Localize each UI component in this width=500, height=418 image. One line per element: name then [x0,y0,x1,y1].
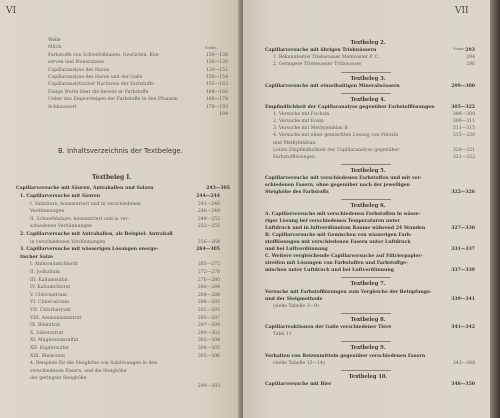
entry-page: 138—139 [205,60,228,66]
entry-page: 297—299 [197,323,220,329]
toc-line [265,268,475,273]
toc-line [273,133,475,138]
entry-page: 321—322 [452,154,475,160]
entry-page: 343—348 [452,360,475,366]
textbeleg-heading: Textbeleg 7. [350,281,386,288]
toc-line [273,126,475,131]
entry-text: und bei Luftverdünnung [265,247,328,252]
entry-page: 305—322 [451,105,475,110]
entry-page: 280—284 [197,285,220,291]
entry-text: Ueber das Emporsteigen der Farbstoffe in den Pflanzen [48,97,178,103]
section-divider [341,93,391,94]
entry-line [30,361,220,366]
section-divider [341,277,391,278]
toc-line [48,38,228,43]
toc-line [48,112,228,117]
toc-line [265,190,475,195]
entry-page: 249—252 [197,216,220,222]
entry-text: Verhalten von Beizenmitteln gegenüber verschiedenen Fasern [265,353,426,359]
entry-page: 178—193 [205,104,228,110]
section-divider [341,341,391,342]
entry-line [30,240,220,245]
toc-line [265,240,475,245]
entry-text: VIII. Ammoniumnitrat [30,315,82,321]
textbeleg-heading: Textbeleg 2. [350,40,386,46]
textbeleg-heading: Textbeleg 10. [348,373,388,380]
entry-text: Letzte Empfindlichkeit der Capillaranalyse gegenüber [273,147,400,153]
entry-text: X. Silbernitrat [30,330,64,336]
entry-line [30,369,220,374]
entry-page: 302—304 [197,338,220,344]
toc-line [265,84,475,89]
entry-text: VI. Chlorcalcium [30,300,70,306]
entry-text: IX. Bleinitrat [30,323,61,329]
toc-line [273,112,475,117]
toc-line [265,226,475,231]
toc-line [48,53,228,58]
entry-text: 2. Capillarversuche mit Antrahallen, als Beispiel: Antrahall [20,232,173,237]
entry-text: serven und Pomeranzen [48,60,105,66]
toc-line [48,75,228,80]
entry-page: 256—264 [197,239,220,245]
entry-line [30,278,220,283]
entry-text: Tafel 11 [273,332,292,338]
toc-line [265,176,475,181]
entry-line [20,194,220,199]
entry-page: 331—337 [451,247,475,252]
entry-text: IV. Kaliumchlorat [30,285,71,291]
entry-text: mischen unter Luftdruck und bei Luftverdünnung [265,268,394,274]
toc-line [273,62,475,67]
entry-text: und der Steigmethode [265,296,323,302]
entry-line [30,202,220,207]
toc-line [265,219,475,224]
entry-text: Welle [48,38,61,43]
section-divider [341,370,391,371]
entry-text: Steighöhe des Farbstoffs [265,190,329,196]
entry-text: II. Schwefelsäure, konzentriert und in ver- [30,216,130,222]
entry-text: 2. Versuche mit Eosin [273,119,324,125]
entry-page: 194 [219,112,228,117]
entry-text: III. Kaliumsulfat [30,277,68,283]
textbeleg-heading: Textbeleg 9. [350,345,386,352]
entry-page: 296 [466,62,475,68]
toc-line [273,304,475,309]
toc-line [273,332,475,337]
entry-line [30,308,220,313]
entry-text: B. Capillarversuche mit Gemischen von wässerigen Farb- [265,232,412,238]
entry-page: 311—315 [452,126,475,132]
entry-text: Farbstofflösungen [273,154,316,160]
entry-text: VII. Chlorbaryum [30,308,71,313]
toc-line [48,45,228,50]
entry-page: 164—168 [205,89,228,95]
textbeleg-heading: Textbeleg 8. [350,316,386,323]
entry-text: Farbstoffe von Schwefelblauen, Gewürzen, Kon- [48,52,160,58]
entry-text: tischer Salze [20,254,54,260]
toc-line [265,254,475,259]
entry-text: stofflösungen mit verschiedenen Fasern unter Luftdruck [265,239,411,245]
entry-line [20,232,220,237]
entry-page: 299—293 [197,384,220,389]
toc-line [265,233,475,238]
entry-text: Capillaranalytischer Nachweis der Farbstoffe [48,82,154,88]
entry-text: 4. Beispiele für die Steighöhe von Salzlösungen in den [30,361,158,367]
entry-line [20,255,220,260]
section-divider [341,72,391,73]
entry-page: 155—163 [205,82,228,88]
textbeleg-heading: Textbeleg 6. [350,203,386,210]
toc-line [265,261,475,266]
toc-line [273,361,475,366]
entry-text: schiedenen Verdünnungen [30,224,92,230]
entry-line [30,270,220,275]
entry-page: 244—244 [196,194,220,199]
entry-text: in verschiedenen Verdünnungen [30,239,106,245]
entry-text: A. Capillarversuche mit verschiedenen Farbstoffen in wässe- [265,211,421,217]
entry-line [30,316,220,321]
entry-text: der geringste Steighöhe [30,376,87,382]
entry-text: riger Lösung bei verschiedenen Temperaturen unter [265,218,401,224]
entry-text: verschiedenen Fasern, und die Steighöhe [30,368,127,374]
entry-page: 139—151 [205,67,228,73]
entry-text: Capillarversuche mit Bier [265,381,332,387]
entry-text: Capillarreaktionen der Galle verschiedener Tiere [265,325,392,331]
entry-text: I. Ammoniumchlorid [30,262,78,268]
toc-line [48,105,228,110]
textbeleg-heading: Textbeleg 3. [350,75,386,82]
main-entry: Capillarversuche mit Säuren, Antrahallen und Salzen 243—305 [16,186,230,191]
entry-text: schiedenen Fasern, ohne gegenüber nach der jeweiligen [265,183,410,189]
toc-line [273,141,475,146]
section-divider [341,199,391,200]
entry-line [30,293,220,298]
entry-page: 150—154 [205,75,228,80]
toc-line [265,325,475,330]
entry-line [30,323,220,328]
entry-text: Luftdruck und in luftverdünntem Raume während 24 Stunden [265,225,426,231]
entry-text: XI. Magnesiumsulfat [30,338,79,344]
toc-line [48,97,228,102]
entry-text: XIII. Bleiacetat [30,353,66,359]
entry-page: 339—341 [451,296,475,302]
toc-line [273,55,475,60]
toc-line [265,105,475,110]
entry-text: V. Chlornatrium [30,292,67,298]
entry-page: 304—305 [197,346,220,351]
section-b-heading: B. Inhaltsverzeichnis der Textbelege. [58,147,183,155]
entry-text: Milch [48,45,62,51]
entry-text: I. Salzsäure, konzentriert und in verschiedenen [30,201,141,207]
entry-page: 315—320 [452,133,475,139]
right-page-number: VII [455,6,469,16]
entry-page: 276—280 [197,277,220,283]
entry-page: 294 [466,55,475,61]
entry-text: (siehe Tabelle 13—14) [273,360,325,366]
entry-line [30,384,220,389]
entry-text: Einige Worte über die bereits er Farbstoffe [48,89,149,95]
entry-page: 252—255 [197,224,220,230]
left-page [0,0,240,418]
toc-line [273,148,475,153]
section-divider [341,313,391,314]
left-page-number: VI [6,6,17,16]
entry-page: 292—295 [197,308,220,313]
entry-text: 3. Capillarversuche mit wässerigen Lösungen energe- [20,247,159,253]
entry-text: 4. Versuche mit einer gemischten Lösung von Phloxin [273,133,399,139]
entry-text: (siehe Tabelle 3—9) [273,303,319,309]
entry-page: 341—342 [451,325,475,331]
toc-line [265,247,475,252]
entry-line [30,300,220,305]
entry-page: 264—305 [196,247,220,253]
right-seiten-label: Seiten [453,47,465,51]
toc-line [265,183,475,188]
entry-page: 272—276 [197,270,220,275]
textbeleg-1-heading: Textbeleg I. [92,174,132,181]
entry-page: 246—249 [197,209,220,215]
entry-line [30,209,220,214]
entry-line [30,354,220,359]
book-edge [490,0,500,418]
toc-line [48,90,228,95]
entry-page: 305—306 [197,353,220,359]
section-divider [341,164,391,165]
entry-text: streifen mit Lösungen von Farbstoffen und Farbstoffge- [265,261,408,267]
toc-line [265,297,475,302]
entry-text: und Methylenblau [273,140,316,146]
entry-line [30,338,220,343]
entry-text: Capillaranalyse des Harns [48,67,110,73]
entry-text: 2. Geringere Triebwasser Trübwasser [273,62,362,68]
entry-page: 243—246 [197,201,220,207]
entry-text: XII. Kupfersulfat [30,346,69,351]
textbeleg-heading: Textbeleg 4. [350,96,386,103]
toc-line [265,290,475,295]
entry-text: II. Jodkalium [30,270,60,275]
entry-page: 136—138 [205,52,228,58]
entry-page: 299—300 [451,83,475,89]
toc-line [48,60,228,65]
entry-line [30,376,220,381]
entry-text: Capillarversuche mit verschiedenen Farbstoffen und mit ver- [265,176,422,181]
entry-text: Versuche mit Farbstofflösungen zum Vergleiche der Betupfungs- [265,289,432,295]
entry-text: Capillaranalyse des Harns und der Galle [48,75,143,80]
entry-text: C. Weitere vergleichende Capillarversuche auf Filtrierpapier- [265,254,423,260]
entry-line [30,346,220,351]
toc-line [48,68,228,73]
entry-page: 168—178 [205,97,228,103]
right-page [243,0,490,418]
entry-text: Capillarversuche mit übrigen Triebwässern [265,48,377,54]
entry-page: 265—272 [197,262,220,268]
entry-page: 327—330 [451,225,475,231]
entry-text: Schlusswort [48,104,77,110]
entry-text: 1. Capillarversuche mit Säuren [20,194,101,199]
entry-page: 337—339 [451,268,475,274]
entry-line [30,217,220,222]
entry-line [20,247,220,252]
toc-line [265,212,475,217]
toc-line [273,155,475,160]
entry-page: 320—321 [452,147,475,153]
entry-page: 309—311 [452,119,475,125]
entry-text: 3. Versuche mit Methylenblau B [273,126,348,132]
entry-page: 299—302 [197,330,220,336]
toc-line [48,82,228,87]
entry-line [30,285,220,290]
entry-line [30,224,220,229]
toc-line [265,48,475,53]
entry-text: Verdünnungen [30,209,65,215]
entry-text: Empfindlichkeit der Capillaranalyse gegenüber Farbstofflösungen [265,105,435,110]
textbeleg-heading: Textbeleg 5. [350,167,386,174]
toc-line [265,354,475,359]
left-seiten-label: Seiten [205,46,217,50]
entry-line [30,262,220,267]
entry-page: 293 [465,48,475,54]
entry-page: 348—350 [451,381,475,387]
entry-page: 306—309 [452,112,475,118]
entry-line [30,331,220,336]
entry-page: 284—288 [197,292,220,298]
toc-line [273,119,475,124]
toc-line [265,382,475,387]
entry-page: 295—297 [197,315,220,321]
entry-text: Capillarversuche mit einzelhaltigen Mineralwässern [265,83,400,89]
entry-text: 1. Versuche mit Fuchsin [273,112,330,118]
entry-page: 322—326 [451,190,475,196]
entry-page: 288—292 [197,300,220,306]
entry-text: 1. Bekanntestes Triebwasser Mehlcester P. C. [273,55,380,61]
